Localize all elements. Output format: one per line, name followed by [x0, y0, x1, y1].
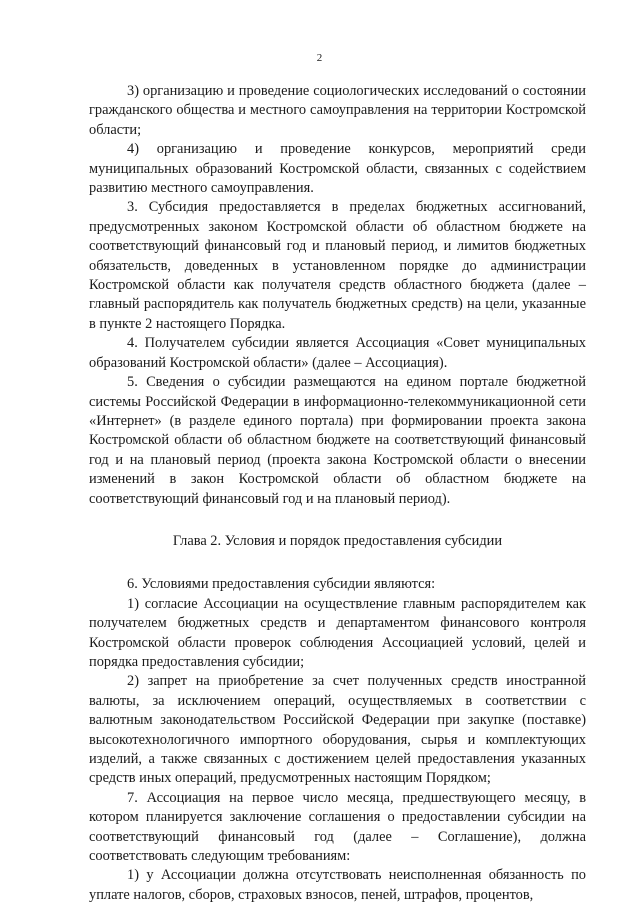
- paragraph-clause-5: 5. Сведения о субсидии размещаются на едином портале бюджетной системы Российской Федерации в информационно-телекоммуникационной сети «Интернет» (в разделе единого портала) при формировании проекта закона Костромской области об областном бюджете на соответствующий финансовый год и на плановый период (проекта закона Костромской области о внесении изменений в закон Костромской области об областном бюджете на соответствующий финансовый год и на плановый период).: [89, 374, 586, 507]
- page-number: 2: [316, 52, 323, 64]
- chapter-heading: Глава 2. Условия и порядок предоставления субсидии: [172, 532, 503, 549]
- paragraph-clause-6-item-2: 2) запрет на приобретение за счет полученных средств иностранной валюты, за исключением операций, осуществляемых в соответствии с валютным законодательством Российской Федерации при закупке (поставке) высокотехнологичного импортного оборудования, сырья и комплектующих изделий, а также связанных с достижением целей предоставления указанных средств иных операций, предусмотренных настоящим Порядком;: [89, 673, 586, 787]
- paragraph-item-4: 4) организацию и проведение конкурсов, мероприятий среди муниципальных образований Костромской области, связанных с содействием развитию местного самоуправления.: [89, 141, 586, 197]
- paragraph-clause-6-item-1: 1) согласие Ассоциации на осуществление главным распорядителем как получателем бюджетных средств и департаментом финансового контроля Костромской области проверок соблюдения Ассоциацией условий, целей и порядка предоставления субсидии;: [89, 595, 586, 670]
- paragraph-clause-7-item-1: 1) у Ассоциации должна отсутствовать неисполненная обязанность по уплате налогов, сборов, страховых взносов, пеней, штрафов, процентов,: [89, 867, 586, 903]
- paragraph-item-3: 3) организацию и проведение социологических исследований о состоянии гражданского общества и местного самоуправления на территории Костромской области;: [89, 83, 586, 138]
- paragraph-clause-4: 4. Получателем субсидии является Ассоциация «Совет муниципальных образований Костромской области» (далее – Ассоциация).: [89, 335, 586, 371]
- document-body: [89, 82, 586, 905]
- paragraph-clause-6: 6. Условиями предоставления субсидии являются:: [127, 576, 436, 593]
- paragraph-clause-7: 7. Ассоциация на первое число месяца, предшествующего месяцу, в котором планируется заключение соглашения о предоставлении субсидии на соответствующий финансовый год (далее – Соглашение), должна соответствовать следующим требованиям:: [89, 789, 586, 865]
- paragraph-clause-3: 3. Субсидия предоставляется в пределах бюджетных ассигнований, предусмотренных законом Костромской области об областном бюджете на соответствующий финансовый год и плановый период, и лимитов бюджетных обязательств, доведенных в установленном порядке до администрации Костромской области как получателя средств областного бюджета (далее – главный распорядитель как получатель бюджетных средств) на цели, указанные в пункте 2 настоящего Порядка.: [89, 199, 586, 332]
